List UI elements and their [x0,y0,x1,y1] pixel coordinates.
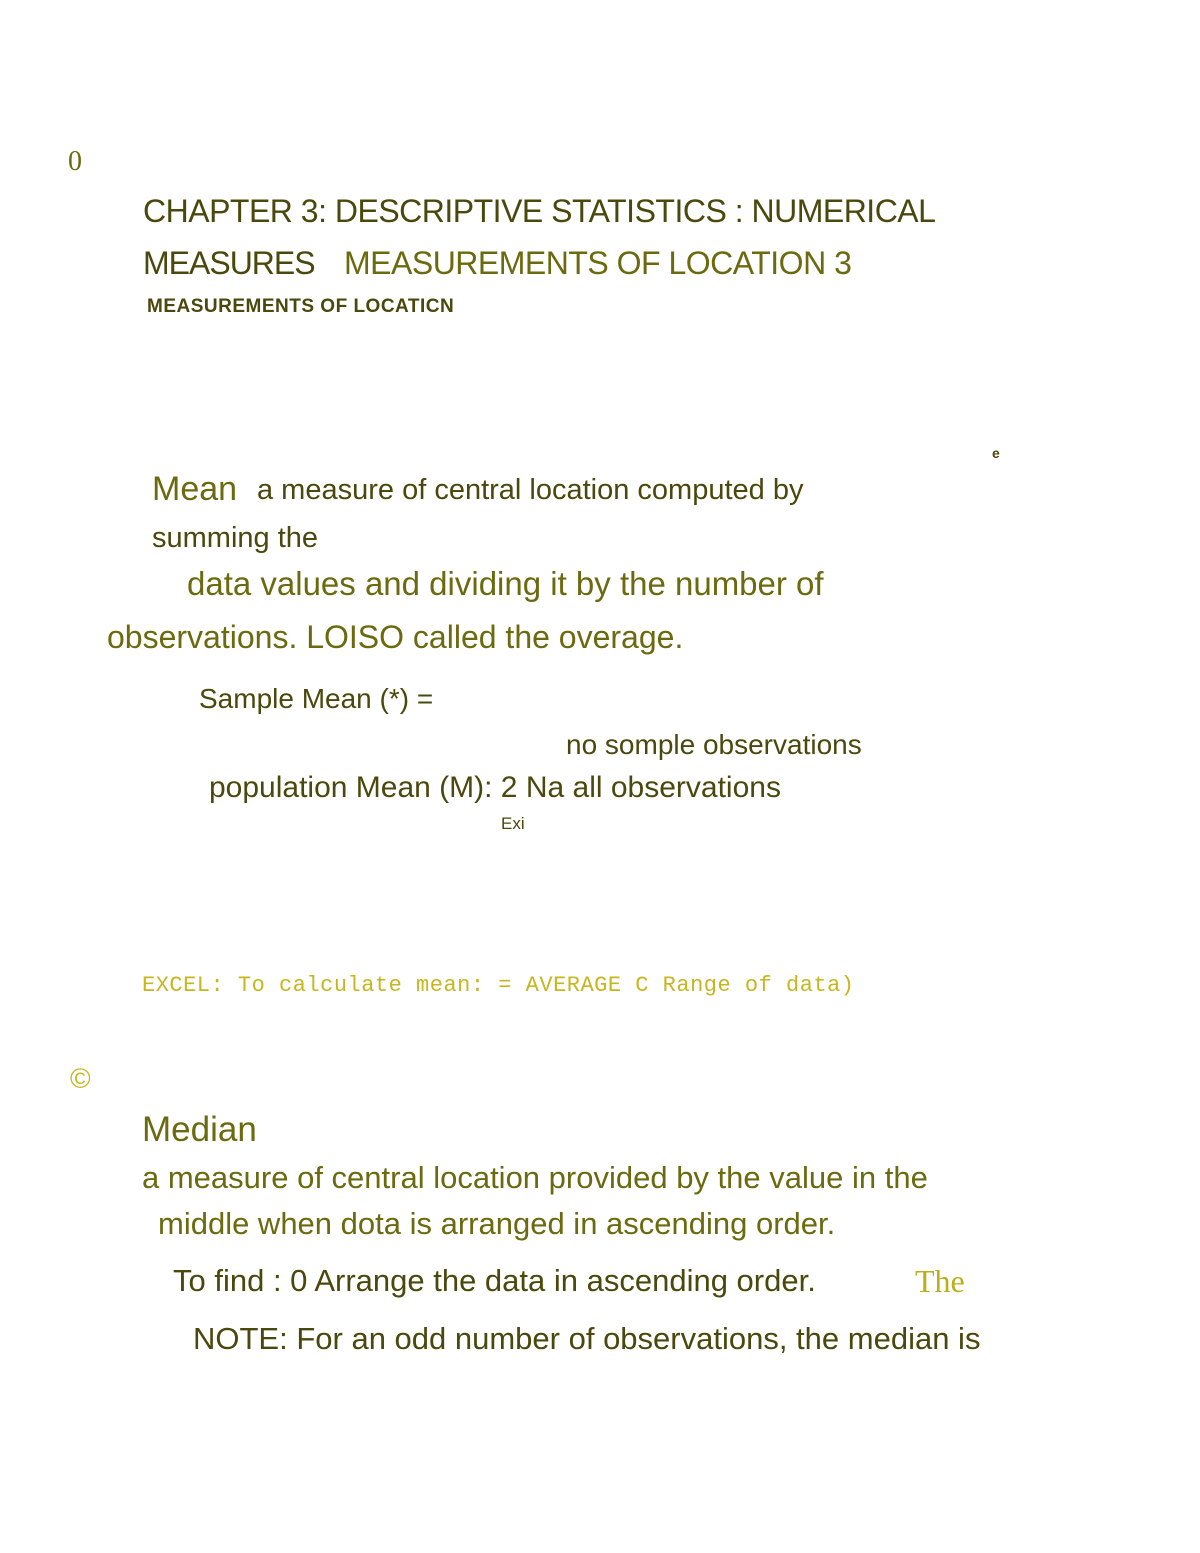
section-subtitle: MEASUREMENTS OF LOCATICN [147,296,455,317]
median-to-find: To find : 0 Arrange the data in ascending order. [173,1263,816,1298]
stray-letter-e: e [992,445,1000,461]
mean-definition-line1: a measure of central location computed by [257,474,804,506]
excel-formula-line: EXCEL: To calculate mean: = AVERAGE C Range of data) [142,973,855,998]
mean-heading: Mean [152,470,238,508]
page-marker-zero: 0 [68,146,82,177]
mean-definition-line4: observations. LOISO called the overage. [107,619,684,655]
median-heading: Median [142,1110,257,1149]
sample-mean-formula: Sample Mean (*) = [199,683,434,714]
population-mean-formula: population Mean (M): 2 Na all observations [209,771,781,804]
sum-label-exi: Exi [501,814,525,833]
median-note-line: NOTE: For an odd number of observations, the median is [193,1321,981,1356]
copyright-marker: © [70,1063,91,1094]
median-definition-line1: a measure of central location provided by the value in the [142,1160,928,1195]
chapter-title-line2-measures: MEASURES [143,245,315,281]
mean-definition-line3: data values and dividing it by the number of [187,565,824,602]
chapter-title-line2-location: MEASUREMENTS OF LOCATION 3 [344,245,852,281]
sample-mean-denominator: no somple observations [566,729,862,760]
chapter-title-line1: CHAPTER 3: DESCRIPTIVE STATISTICS : NUMERICAL [143,193,936,229]
median-to-find-trailing: The [915,1263,965,1299]
median-definition-line2: middle when dota is arranged in ascending order. [158,1206,836,1241]
mean-definition-line2: summing the [152,522,319,554]
